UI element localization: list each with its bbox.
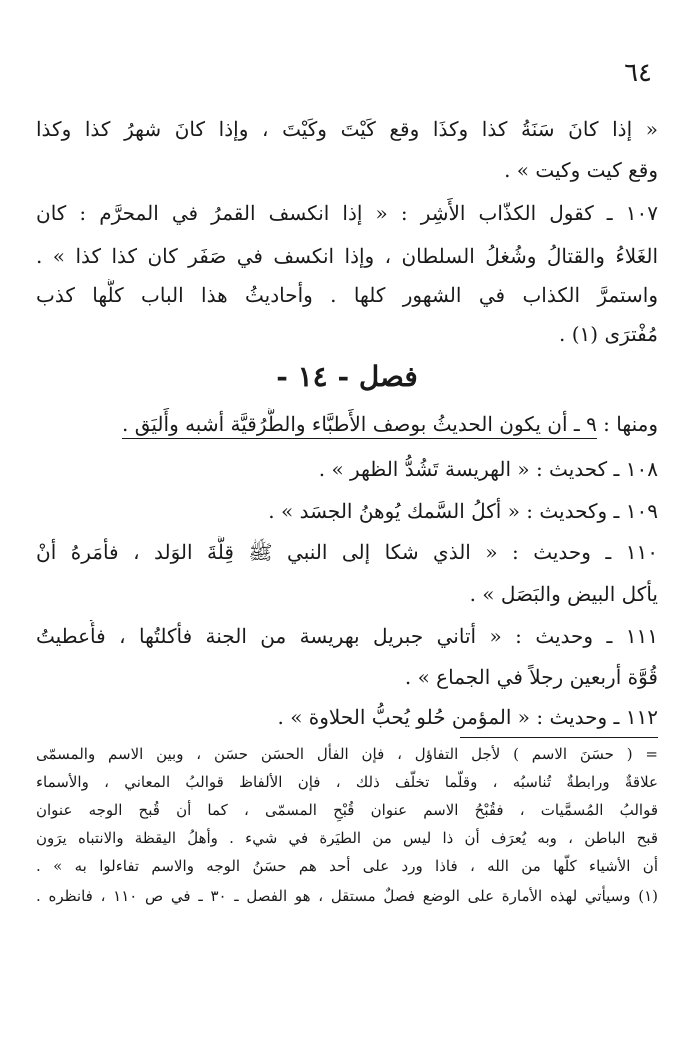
text-line: ١٠٧ ـ كقول الكذّاب الأَشِر : « إذا انكسف القمرُ في المحرَّم : كان xyxy=(36,201,658,225)
hadith-111-line2: قُوَّة أربعين رجلاً في الجماع » . xyxy=(404,665,658,689)
footnote-divider xyxy=(460,737,658,738)
section-intro-prefix: ومنها : xyxy=(596,412,658,436)
text-line: مُفْترَى (١) . xyxy=(559,322,658,346)
section-intro-underlined: ٩ ـ أن يكون الحديثُ بوصف الأَطبَّاء والطُّرُقيَّة أشبه وأَليَق . xyxy=(122,412,597,439)
section-intro xyxy=(36,408,658,440)
footnote-line: = ( حسَنَ الاسم ) لأجل التفاؤل ، فإن الفأل الحسَن حسَن ، وبين الاسم والمسمّى xyxy=(36,745,658,763)
hadith-111-line1: ١١١ ـ وحديث : « أتاني جبريل بهريسة من الجنة فأكلتُها ، فأُعطيتُ xyxy=(36,624,658,648)
footnote-line: أن الأشياء كلّها من الله ، فاذا ورد على أحد هم حسَنُ الوجه والاسم تفاءلوا به » . xyxy=(36,857,658,875)
footnote-line: قبح الباطن ، وبه يُعرَف أن ذا ليس من الطيَرة في شيء . وأهلُ اليقظة والانتباه يرَون xyxy=(36,829,658,847)
text-line: الغَلاءُ والقتالُ وشُغلُ السلطان ، وإذا انكسف في صَفَر كان كذا كذا » . xyxy=(36,244,658,268)
hadith-110-line2: يأكل البيض والبَصَل » . xyxy=(469,582,658,606)
text-line: « إذا كانَ سَنَةُ كذا وكذَا وقع كَيْتَ وكَيْتَ ، وإذا كانَ شهرُ كذا وكذا xyxy=(36,117,658,141)
footnote-line: علاقةٌ ورابطةٌ تُناسبُه ، وقلّما تخلّف ذلك ، فإن الألفاظ قوالبُ المعاني ، والأسماء xyxy=(36,773,658,791)
footnote-line: (١) وسيأتي لهذه الأمارة على الوضع فصلٌ مستقل ، هو الفصل ـ ٣٠ ـ في ص ١١٠ ، فانظره . xyxy=(36,887,658,905)
hadith-110-line1: ١١٠ ـ وحديث : « الذي شكا إلى النبي ﷺ قِلَّةَ الوَلد ، فأمَرهُ أنْ xyxy=(36,540,658,564)
text-line: وقع كيت وكيت » . xyxy=(504,158,658,182)
hadith-109: ١٠٩ ـ وكحديث : « أكلُ السَّمك يُوهنُ الجسَد » . xyxy=(268,499,658,523)
section-heading: فصل - ١٤ - xyxy=(276,360,418,393)
page-number: ٦٤ xyxy=(624,58,652,88)
text-line: واستمرَّ الكذاب في الشهور كلها . وأحاديثُ هذا الباب كلُّها كذب xyxy=(36,283,658,307)
footnote-line: قوالبُ المُسمَّيات ، فقُبْحُ الاسم عنوان قُبْحِ المسمّى ، كما أن قُبح الوجه عنوان xyxy=(36,801,658,819)
hadith-108: ١٠٨ ـ كحديث : « الهريسة تَشُدُّ الظهر » . xyxy=(318,457,658,481)
hadith-112: ١١٢ ـ وحديث : « المؤمن حُلو يُحبُّ الحلاوة » . xyxy=(277,705,658,729)
